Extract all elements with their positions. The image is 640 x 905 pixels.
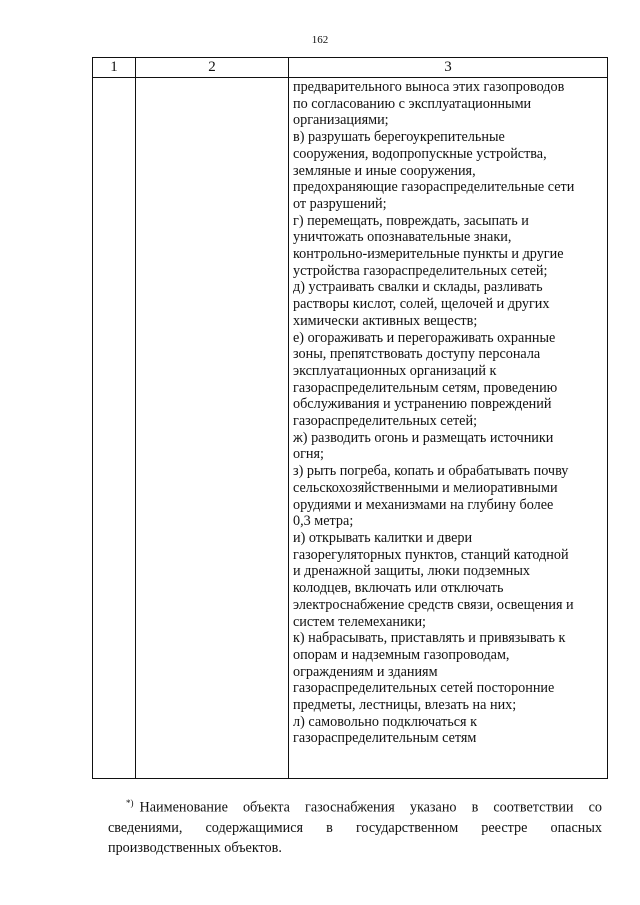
- text-line: 0,3 метра;: [293, 513, 354, 530]
- table-cell-col3: [289, 78, 608, 779]
- text-line: опорам и надземным газопроводам,: [293, 646, 510, 663]
- table-cell-col1: [93, 78, 136, 779]
- text-line: и) открывать калитки и двери: [293, 529, 473, 546]
- text-line: по согласованию с эксплуатационными: [293, 95, 532, 112]
- text-line: в) разрушать берегоукрепительные: [293, 129, 505, 146]
- text-line: устройства газораспределительных сетей;: [293, 262, 548, 279]
- text-line: обслуживания и устранению повреждений: [293, 396, 552, 413]
- text-line: орудиями и механизмами на глубину более: [293, 496, 554, 513]
- footnote-line-1: [108, 793, 602, 818]
- text-line: огня;: [293, 446, 324, 463]
- page-number: 162: [311, 34, 329, 46]
- text-line: к) набрасывать, приставлять и привязывать к: [293, 630, 566, 647]
- text-line: уничтожать опознавательные знаки,: [293, 229, 512, 246]
- text-line: электроснабжение средств связи, освещения и: [293, 596, 574, 613]
- text-line: ж) разводить огонь и размещать источники: [293, 429, 554, 446]
- column-header-2: 2: [136, 58, 289, 78]
- text-line: контрольно-измерительные пункты и другие: [293, 246, 564, 263]
- footnote-line-1-text: Наименование объекта газоснабжения указано в соответствии со: [139, 799, 602, 816]
- text-line: организациями;: [293, 112, 389, 129]
- column-header-1: 1: [93, 58, 136, 78]
- text-line: зоны, препятствовать доступу персонала: [293, 346, 541, 363]
- text-line: предварительного выноса этих газопроводов: [293, 79, 565, 95]
- text-line: от разрушений;: [293, 195, 387, 212]
- text-line: газораспределительным сетям, проведению: [293, 379, 558, 396]
- footnote-line-3: производственных объектов.: [108, 839, 282, 856]
- requirements-table: [92, 57, 608, 779]
- text-line: газораспределительным сетям: [293, 730, 477, 747]
- text-line: газорегуляторных пунктов, станций катодной: [293, 546, 569, 563]
- text-line: сельскохозяйственными и мелиоративными: [293, 479, 558, 496]
- footnote-marker: *): [126, 798, 134, 808]
- text-line: газораспределительных сетей;: [293, 413, 478, 430]
- table-header-row: [93, 58, 608, 78]
- text-line: з) рыть погреба, копать и обрабатывать почву: [293, 463, 569, 480]
- text-line: земляные и иные сооружения,: [293, 162, 476, 179]
- footnote: [108, 793, 602, 858]
- text-line: д) устраивать свалки и склады, разливать: [293, 279, 543, 296]
- column-header-3: 3: [289, 58, 608, 78]
- text-line: систем телемеханики;: [293, 613, 426, 630]
- text-line: е) огораживать и перегораживать охранные: [293, 329, 556, 346]
- text-line: предметы, лестницы, влезать на них;: [293, 697, 517, 714]
- text-line: газораспределительных сетей посторонние: [293, 680, 555, 697]
- text-line: эксплуатационных организаций к: [293, 362, 497, 379]
- text-line: и дренажной защиты, люки подземных: [293, 563, 530, 580]
- text-line: ограждениям и зданиям: [293, 663, 438, 680]
- text-line: растворы кислот, солей, щелочей и других: [293, 296, 550, 313]
- text-line: химически активных веществ;: [293, 312, 478, 329]
- table-cell-col2: [136, 78, 289, 779]
- prohibitions-text: [293, 79, 603, 747]
- text-line: г) перемещать, повреждать, засыпать и: [293, 212, 529, 229]
- footnote-line-2: сведениями, содержащимися в государственном реестре опасных: [108, 819, 602, 836]
- text-line: колодцев, включать или отключать: [293, 580, 504, 597]
- table-row: [93, 78, 608, 779]
- text-line: сооружения, водопропускные устройства,: [293, 145, 547, 162]
- text-line: л) самовольно подключаться к: [293, 713, 478, 730]
- text-line: предохраняющие газораспределительные сети: [293, 179, 575, 196]
